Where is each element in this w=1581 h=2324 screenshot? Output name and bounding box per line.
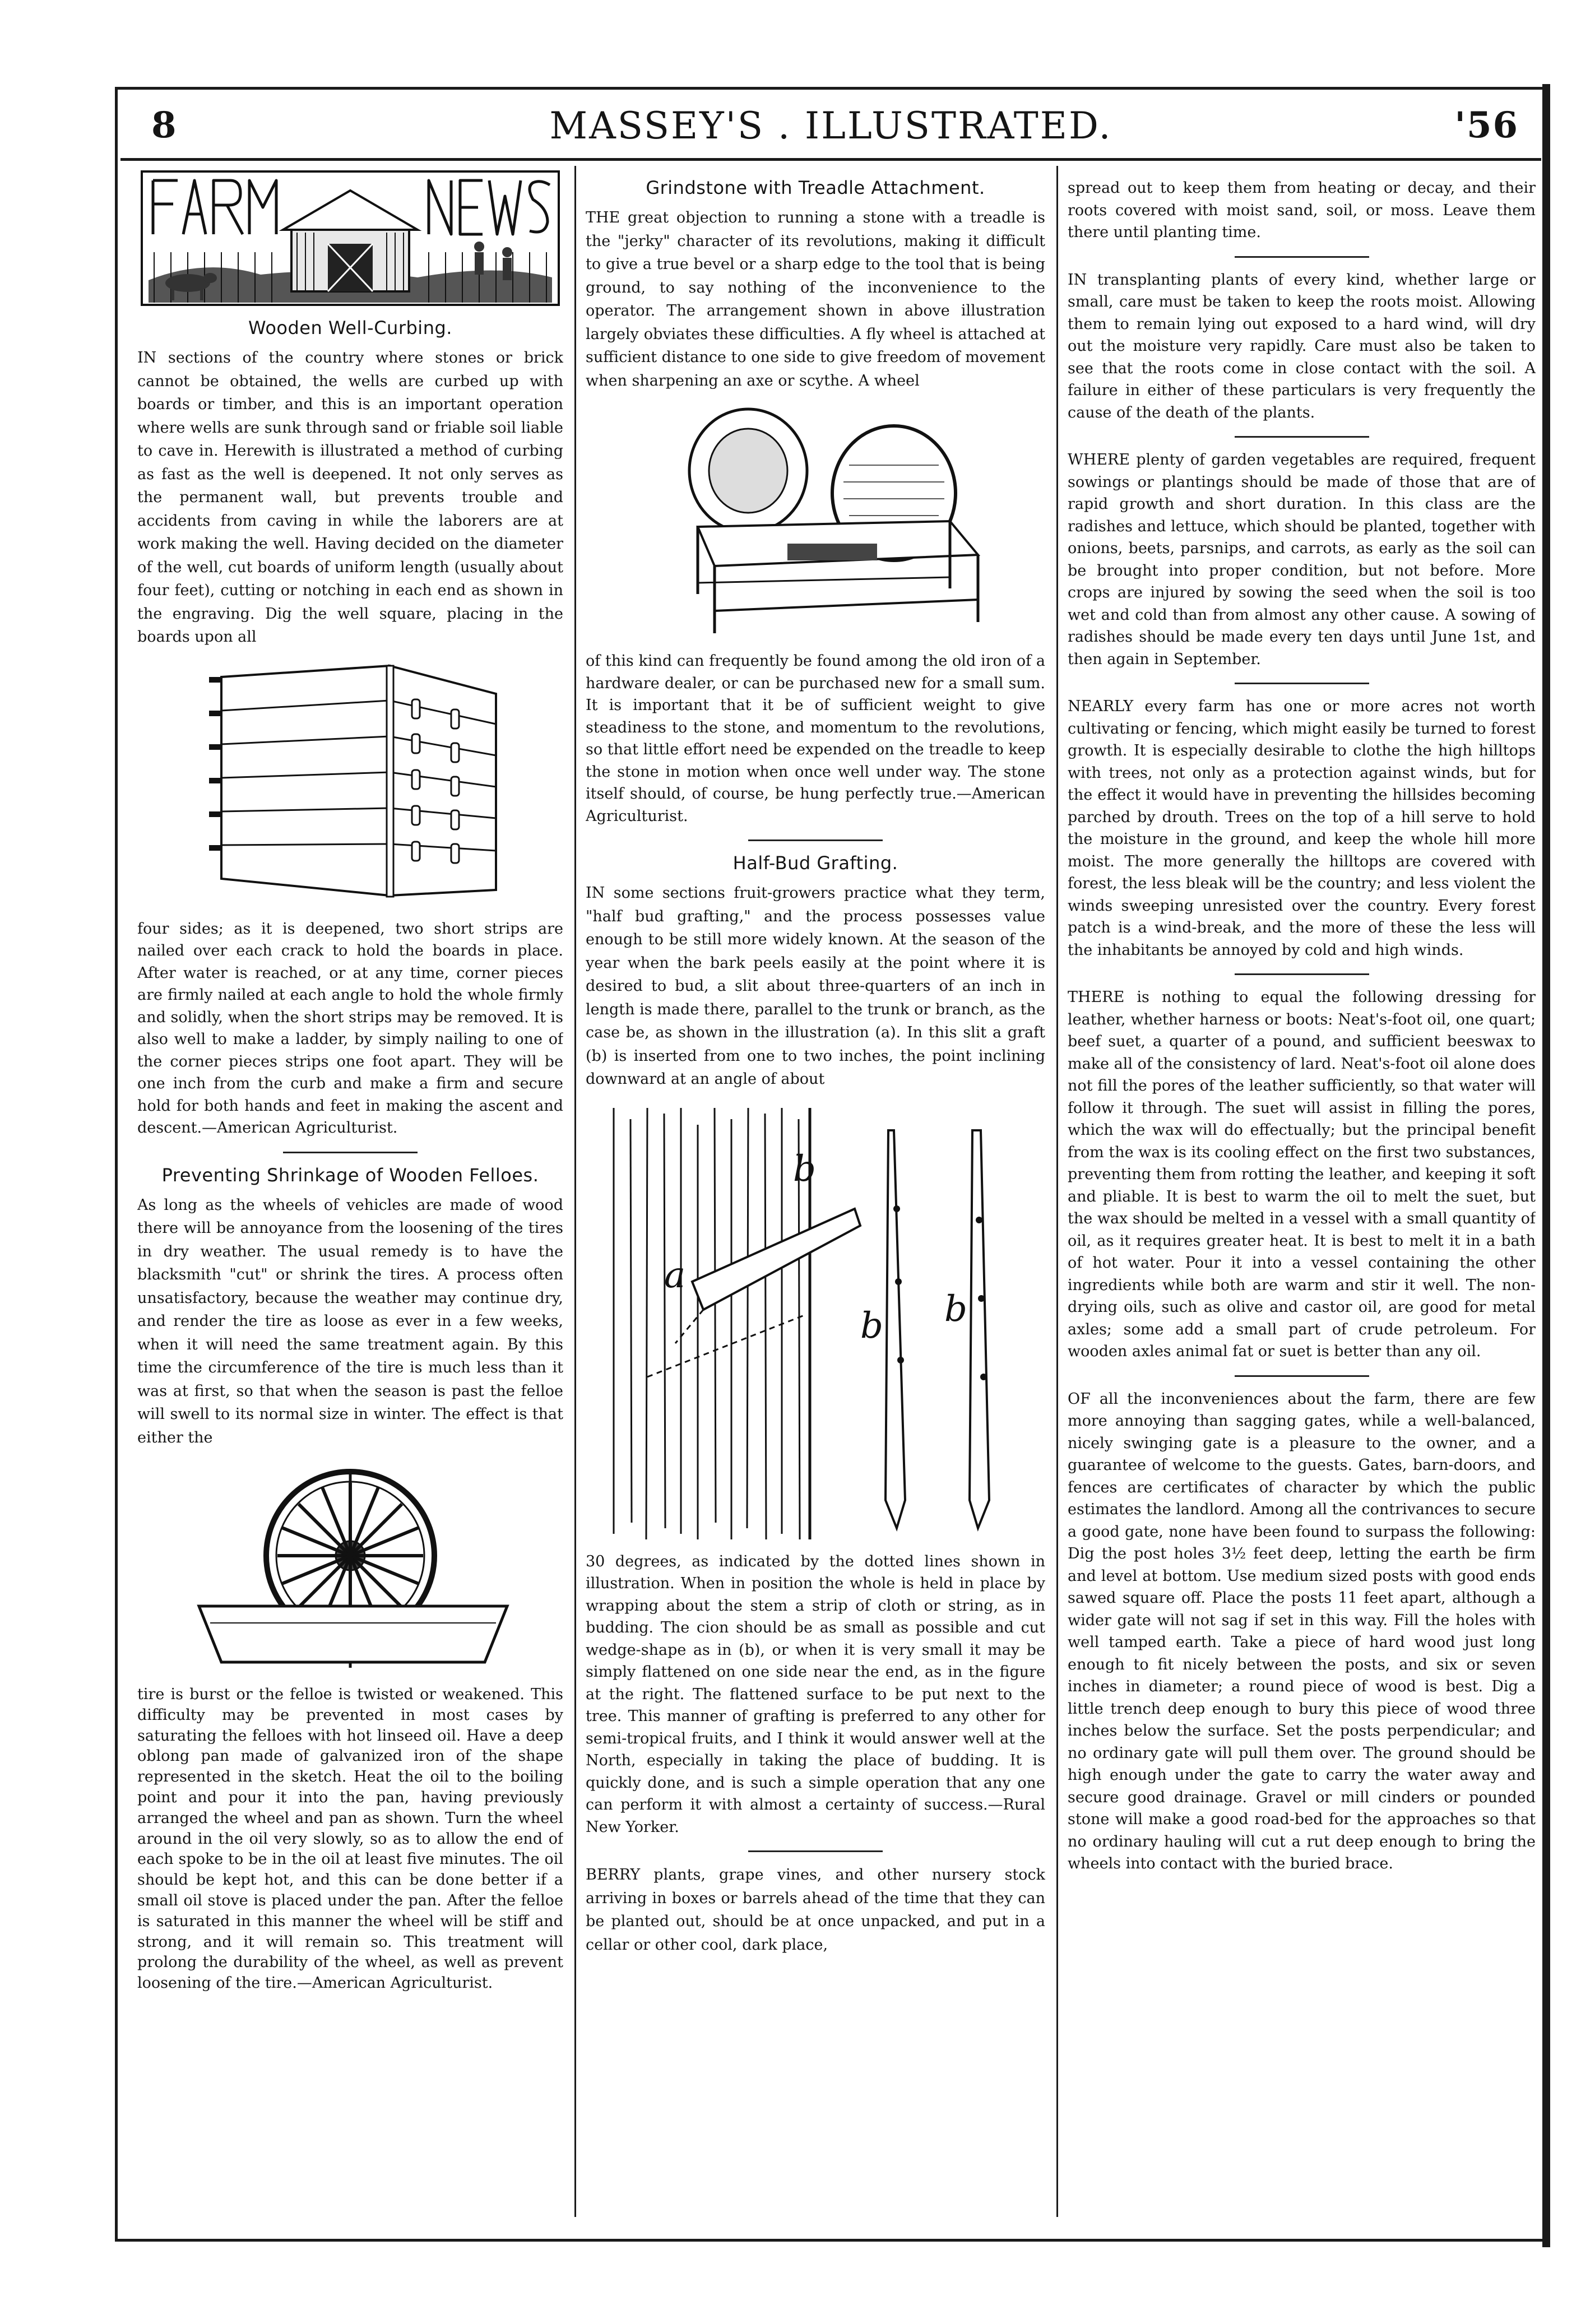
- storage-text: spread out to keep them from heating or decay, and their roots covered with moist sand, soil, or moss. Leave them there until planting time.: [1068, 179, 1536, 241]
- transplanting-text: IN transplanting plants of every kind, whether large or small, care must be taken to keep the roots moist. Allowing them to remain lying out exposed to a hard wind, will dry out the moisture very rapidly. Care must also be taken to see that the roots come in close contact with the soil. A failure in either of these particulars is very frequently the cause of the death of the plants.: [1068, 271, 1536, 421]
- section-divider: [748, 839, 883, 841]
- forest-growth-text: NEARLY every farm has one or more acres not worth cultivating or fencing, which might easily be turned to forest growth. It is especially desirable to clothe the high hilltops with trees, not only as a protection against winds, but for the effect it would have in preventing the hillsides becoming parched by drouth. Trees on the top of a hill serve to hold the moisture in the ground, and keep the whole hill more moist. The more generally the hilltops are covered with forest, the less bleak will be the country; and less violent the winds sweeping unresisted over the country. Every forest patch is a wind-break, and the more of these the less will the inhabitants be annoyed by cold and high winds.: [1068, 698, 1536, 959]
- label-b-middle: b: [860, 1305, 883, 1347]
- column-right: [1068, 168, 1536, 2219]
- section-divider: [1235, 436, 1369, 438]
- masthead-title: MASSEY'S . ILLUSTRATED.: [549, 104, 1112, 147]
- half-bud-grafting-illustration: [591, 1097, 1040, 1545]
- farm-news-illustration: [137, 168, 563, 308]
- section-divider: [1235, 683, 1369, 684]
- page-header: [120, 94, 1541, 156]
- section-divider: [1235, 1375, 1369, 1377]
- header-rule: [120, 158, 1541, 161]
- felloe-text-2: tire is burst or the felloe is twisted or weakened. This difficulty may be prevented in most cases by saturating the felloes with hot linseed oil. Have a deep oblong pan made of galvanized iron of the shape represented in the sketch. Heat the oil to the boiling point and pour it into the pan, having previously arranged the wheel and pan as shown. Turn the wheel around in the oil very slowly, so as to allow the end of each spoke to be in the oil at least five minutes. The oil should be kept hot, and this can be done better if a small oil stove is placed under the pan. After the felloe is saturated in this manner the wheel will be stiff and strong, and it will remain so. This treatment will prolong the durability of the wheel, as well as prevent loosening of the tire.—American Agriculturist.: [137, 1686, 563, 1992]
- grindstone-text-2: of this kind can frequently be found among the old iron of a hardware dealer, or can be purchased new for a small sum. It is important that it be of sufficient weight to give steadiness to the stone, and momentum to the revolutions, so that little effort need be expended on the treadle to keep the stone in motion when once well under way. The stone itself should, of course, be hung perfectly true.—American Agriculturist.: [586, 652, 1045, 825]
- column-rule-1: [574, 166, 576, 2217]
- berry-plants-text: BERRY plants, grape vines, and other nursery stock arriving in boxes or barrels ahead of the time that they can be planted out, should be at once unpacked, and put in a cellar or other cool, dark place,: [586, 1866, 1045, 1954]
- grindstone-headline: Grindstone with Treadle Attachment.: [646, 177, 985, 198]
- grafting-text-2: 30 degrees, as indicated by the dotted lines shown in illustration. When in position the whole is held in place by wrapping about the stem a strip of cloth or string, as in budding. The cion should be as small as possible and cut wedge-shape as in (b), or when it is very small it may be simply flattened on one side near the end, as in the figure at the right. The flattened surface to be put next to the tree. This manner of grafting is preferred to any other for semi-tropical fruits, and I think it would answer well at the North, especially in taking the place of budding. It is quickly done, and is such a simple operation that any one can perform it with almost a certainty of success.—Rural New Yorker.: [586, 1552, 1045, 1836]
- column-middle: [586, 168, 1045, 2219]
- column-left: [137, 168, 563, 2219]
- grafting-text-1: IN some sections fruit-growers practice what they term, "half bud grafting," and the process possesses value enough to be still more widely known. At the season of the year when the bark peels easily at the point where it is desired to bud, a slit about three-quarters of an inch in length is made there, parallel to the trunk or branch, as the case be, as shown in the illustration (a). In this slit a graft (b) is inserted from one to two inches, the point inclining downward at an angle of about: [586, 884, 1045, 1088]
- grindstone-treadle-illustration: [636, 398, 995, 644]
- half-bud-grafting-headline: Half-Bud Grafting.: [732, 852, 898, 874]
- well-curbing-illustration: [149, 655, 552, 912]
- felloe-text-1: As long as the wheels of vehicles are made of wood there will be annoyance from the loosening of the tires in dry weather. The usual remedy is to have the blacksmith "cut" or shrink the tires. A process often unsatisfactory, because the weather may continue dry, and render the tire as loose as ever in a few weeks, when it will need the same treatment again. By this time the circumference of the tire is much less than it was at first, so that when the season is past the felloe will swell to its normal size in winter. The effect is that either the: [137, 1196, 563, 1446]
- leather-dressing-text: THERE is nothing to equal the following dressing for leather, whether harness or boots: Neat's-foot oil, one quart; beef suet, a quarter of a pound, and sufficient beeswax to make all of the consistency of lard. Neat's-foot oil alone does not fill the pores of the leather sufficiently, so that water will follow it through. The suet will assist in filling the pores, which the wax will do effectually; but the principal benefit from the wax is its cooling effect on the first two substances, preventing them from rotting the leather, and keeping it soft and pliable. It is best to warm the oil to melt the suet, but the wax should be melted in a vessel with a small quantity of oil, as it requires greater heat. It is best to melt it in a bath of hot water. Pour it into a vessel containing the other ingredients while both are warm and stir it well. The non-drying oils, such as olive and castor oil, are good for metal axles; some add a small part of crude petroleum. For wooden axles animal fat or suet is better than any oil.: [1068, 989, 1536, 1360]
- label-b-top: b: [793, 1148, 816, 1190]
- well-curbing-headline: Wooden Well-Curbing.: [248, 317, 452, 338]
- garden-vegetables-text: WHERE plenty of garden vegetables are required, frequent sowings or plantings should be made of those that are of rapid growth and short duration. In this class are the radishes and lettuce, which should be planted, together with onions, beets, parsnips, and carrots, as early as the soil can be brought into proper condition, but not before. More crops are injured by sowing the seed when the soil is too wet and cold than from almost any other cause. A sowing of radishes should be made every ten days until June 1st, and then again in September.: [1068, 451, 1536, 668]
- section-divider: [748, 1850, 883, 1852]
- well-curbing-text-2: four sides; as it is deepened, two short strips are nailed over each crack to hold the boards in place. After water is reached, or at any time, corner pieces are firmly nailed at each angle to hold the whole firmly and solidly, when the short strips may be removed. It is also well to make a ladder, by simply nailing to one of the corner pieces strips one foot apart. They will be one inch from the curb and make a firm and secure hold for both hands and feet in making the ascent and descent.—American Agriculturist.: [137, 920, 563, 1137]
- volume-number: '56: [1454, 104, 1519, 146]
- grindstone-text-1: THE great objection to running a stone with a treadle is the "jerky" character of its revolutions, making it difficult to give a true bevel or a sharp edge to the tool that is being ground, to say nothing of the inconvenience to the operator. The arrangement shown in above illustration largely obviates these difficulties. A fly wheel is attached at sufficient distance to one side to give freedom of movement when sharpening an axe or scythe. A wheel: [586, 209, 1045, 389]
- page-edge-shadow: [1542, 84, 1550, 2247]
- page-number: 8: [151, 104, 178, 146]
- felloe-headline: Preventing Shrinkage of Wooden Felloes.: [161, 1164, 539, 1186]
- farm-news-banner: [137, 168, 563, 308]
- section-divider: [283, 1152, 418, 1153]
- section-divider: [1235, 973, 1369, 975]
- wheel-in-oil-pan-illustration: [149, 1455, 552, 1679]
- label-b-right: b: [944, 1288, 967, 1330]
- label-a: a: [664, 1254, 686, 1296]
- farm-gates-text: OF all the inconveniences about the farm, there are few more annoying than sagging gates, while a well-balanced, nicely swinging gate is a pleasure to the owner, and a guarantee of welcome to the guests. Gates, barn-doors, and fences are certificates of character by which the public estimates the landlord. Among all the contrivances to secure a good gate, none have been found to surpass the following: Dig the post holes 3½ feet deep, letting the earth be firm and level at bottom. Use medium sized posts with good ends sawed square off. Place the posts 11 feet apart, although a wider gate will not sag if set in this way. Fill the holes with well tamped earth. Take a piece of hard wood just long enough to fit nicely between the posts, and six or seven inches in diameter; a round piece of wood is best. Dig a little trench deep enough to bury this piece of wood three inches below the surface. Set the posts perpendicular; and no ordinary gate will pull them over. The ground should be high enough under the gate to carry the water away and secure good drainage. Gravel or mill cinders or pounded stone will make a good road-bed for the approaches so that no ordinary hauling will cut a rut deep enough to bring the wheels into contact with the buried brace.: [1068, 1390, 1536, 1872]
- section-divider: [1235, 256, 1369, 258]
- well-curbing-text-1: IN sections of the country where stones or brick cannot be obtained, the wells are curbed up with boards or timber, and this is an important operation where wells are sunk through sand or friable soil liable to cave in. Herewith is illustrated a method of curbing as fast as the well is deepened. It not only serves as the permanent wall, but prevents trouble and accidents from caving in while the laborers are at work making the well. Having decided on the diameter of the well, cut boards of uniform length (usually about four feet), cutting or notching in each end as shown in the engraving. Dig the well square, placing in the boards upon all: [137, 349, 563, 646]
- column-rule-2: [1056, 166, 1058, 2217]
